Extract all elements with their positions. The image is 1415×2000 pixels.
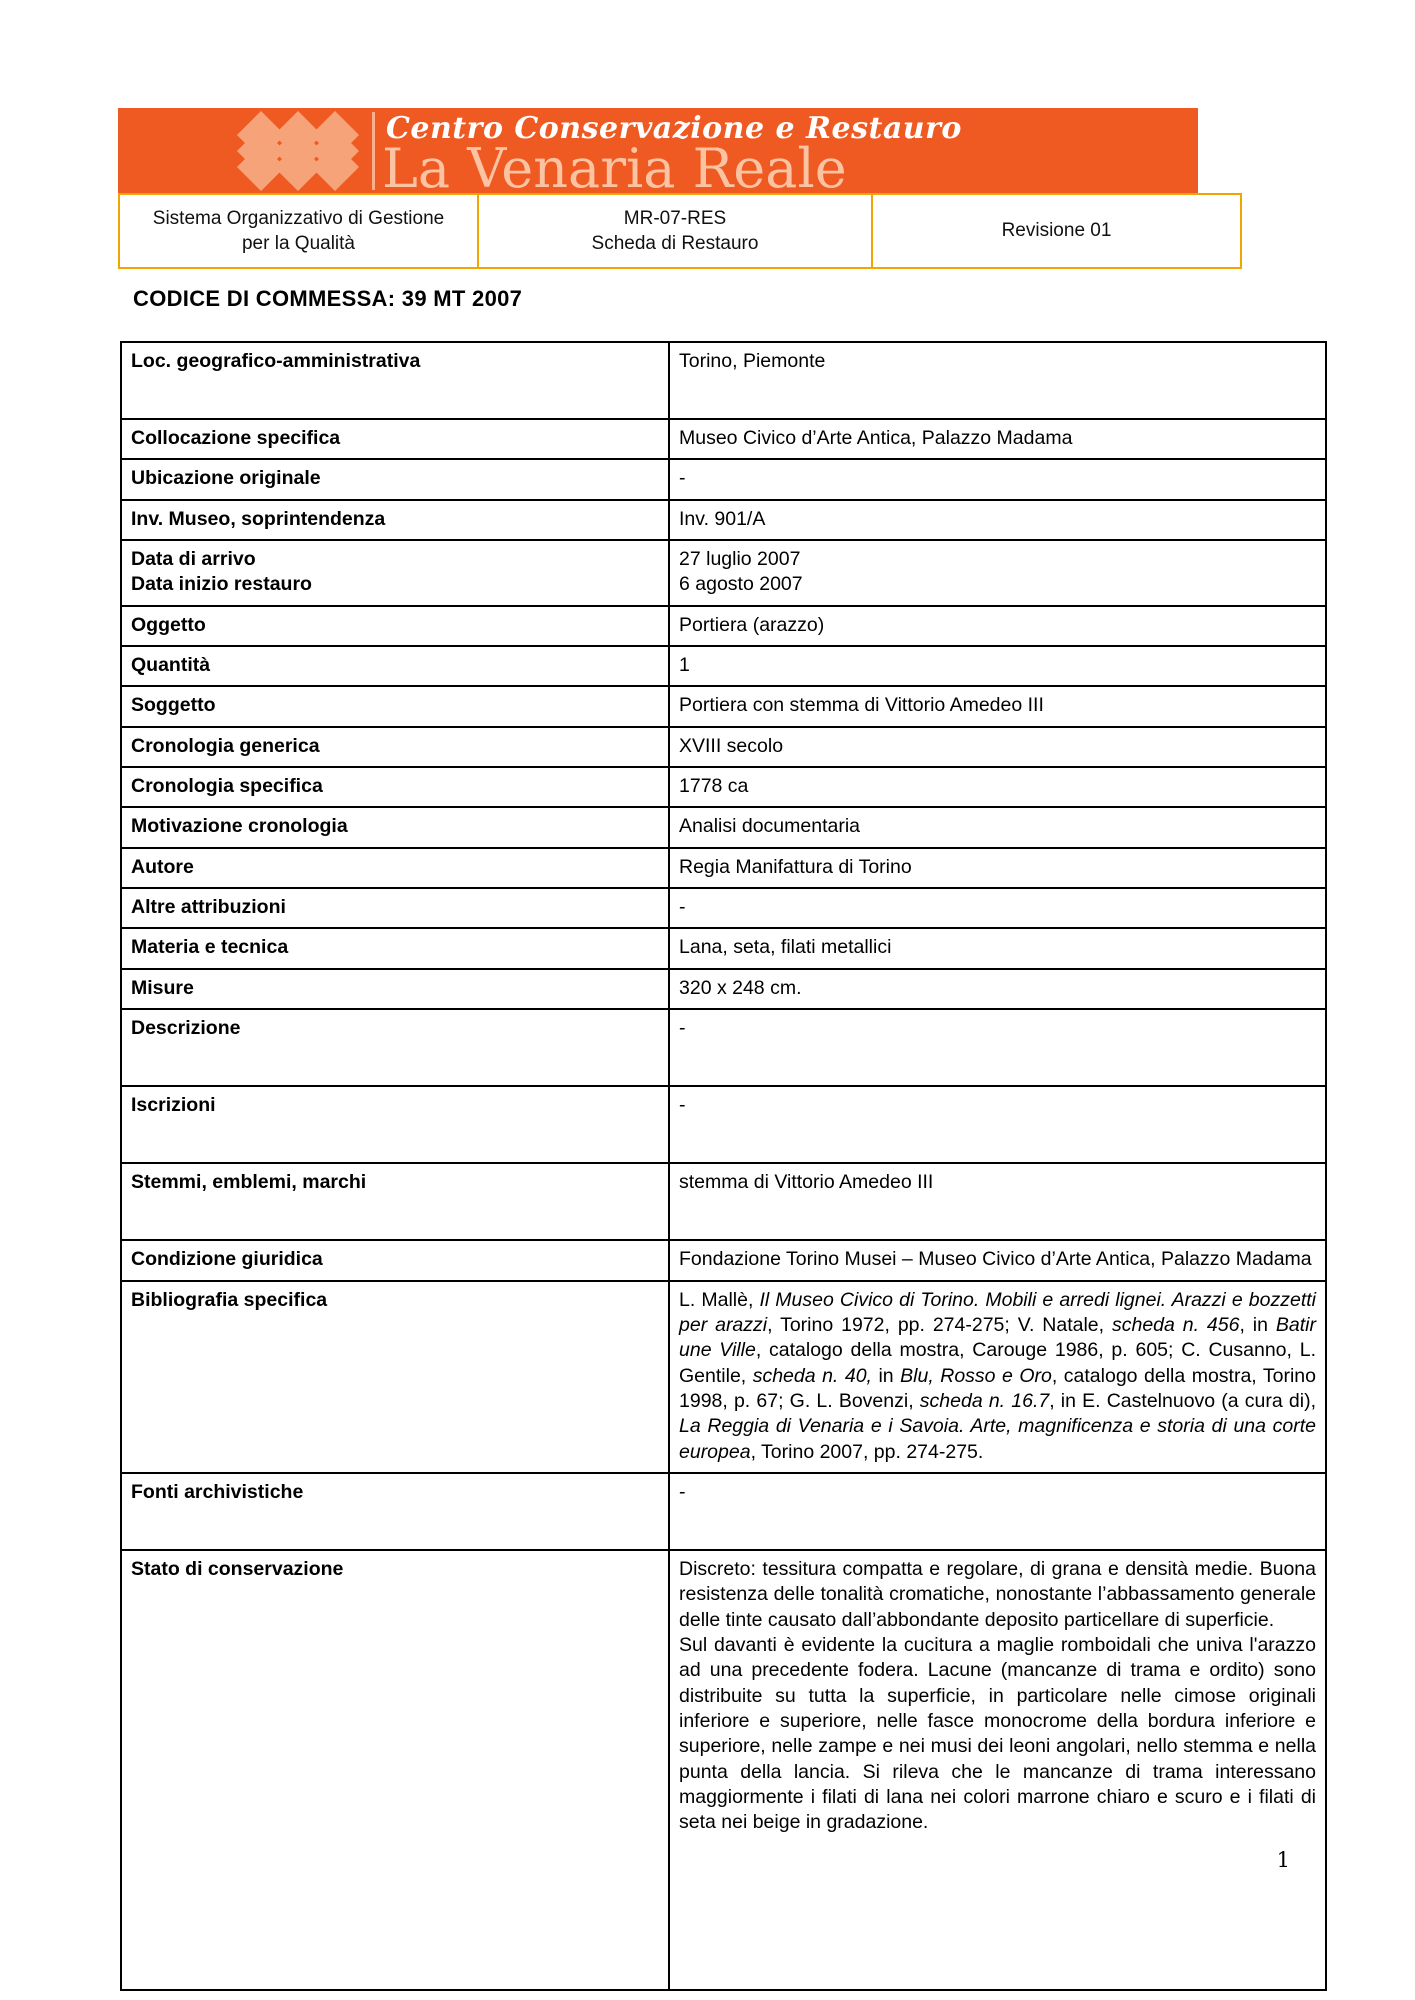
row-value-date (669, 540, 1326, 606)
row-value-quantita: 1 (669, 646, 1326, 686)
row-value-soggetto: Portiera con stemma di Vittorio Amedeo III (669, 686, 1326, 726)
row-label-data-inizio-restauro: Data inizio restauro (131, 573, 312, 596)
row-value-autore: Regia Manifattura di Torino (669, 848, 1326, 888)
header-system-line1: Sistema Organizzativo di Gestione (152, 207, 445, 229)
row-value-data-arrivo: 27 luglio 2007 (679, 548, 801, 571)
row-value-collocazione: Museo Civico d’Arte Antica, Palazzo Madama (669, 419, 1326, 459)
stato-paragraph-2: Sul davanti è evidente la cucitura a maglie romboidali che univa l'arazzo ad una precedente fodera. Lacune (mancanze di trama e ordito) sono distribuite su tutta la superficie, in particolare nelle cimose originali inferiore e superiore, nelle fasce monocrome della bordura inferiore e superiore, nelle zampe e nei musi dei leoni angolari, nello stemma e nella punta della lancia. Si rileva che le mancanze di trama interessano maggiormente i filati di lana nei colori marrone chiaro e scuro e i filati di seta nei beige in gradazione. (679, 1633, 1316, 1834)
bibliografia-text: L. Mallè, Il Museo Civico di Torino. Mobili e arredi lignei. Arazzi e bozzetti per arazzi, Torino 1972, pp. 274-275; V. Natale, scheda n. 456, in Batir une Ville, catalogo della mostra, Carouge 1986, p. 605; C. Cusanno, L. Gentile, scheda n. 40, in Blu, Rosso e Oro, catalogo della mostra, Torino 1998, p. 67; G. L. Bovenzi, scheda n. 16.7, in E. Castelnuovo (a cura di), La Reggia di Venaria e i Savoia. Arte, magnificenza e storia di una corte europea, Torino 2007, pp. 274-275. (679, 1288, 1316, 1463)
table-row (121, 540, 1326, 606)
page-number: 1 (1276, 1848, 1290, 1872)
row-label-condizione-giuridica: Condizione giuridica (121, 1240, 669, 1280)
row-value-inv-museo: Inv. 901/A (669, 500, 1326, 540)
table-row (121, 500, 1326, 540)
logo-banner (118, 108, 1198, 193)
document-header-table (118, 193, 1242, 269)
row-label-quantita: Quantità (121, 646, 669, 686)
header-code: MR-07-RES (623, 207, 727, 229)
header-revision: Revisione 01 (1001, 220, 1112, 242)
header-cell-system (119, 194, 478, 268)
row-value-bibliografia (669, 1281, 1326, 1473)
diamond-pattern-icon (238, 108, 358, 193)
table-row (121, 606, 1326, 646)
row-label-motivazione-cronologia: Motivazione cronologia (121, 807, 669, 847)
header-cell-document-code (478, 194, 872, 268)
table-row (121, 342, 1326, 419)
row-label-date (121, 540, 669, 606)
row-value-motivazione-cronologia: Analisi documentaria (669, 807, 1326, 847)
table-row (121, 419, 1326, 459)
stato-paragraph-1: Discreto: tessitura compatta e regolare, di grana e densità medie. Buona resistenza delle tonalità cromatiche, nonostante l’abbassamento generale delle tinte causato dall’abbondante deposito particellare di superficie. (679, 1557, 1316, 1631)
row-label-fonti-archivistiche: Fonti archivistiche (121, 1473, 669, 1550)
row-value-oggetto: Portiera (arazzo) (669, 606, 1326, 646)
row-value-ubicazione: - (669, 459, 1326, 499)
row-label-oggetto: Oggetto (121, 606, 669, 646)
row-label-cronologia-specifica: Cronologia specifica (121, 767, 669, 807)
table-row (121, 807, 1326, 847)
table-row (121, 1163, 1326, 1240)
header-doc-title: Scheda di Restauro (591, 233, 759, 254)
header-cell-revision (872, 194, 1241, 268)
row-value-materia-tecnica: Lana, seta, filati metallici (669, 928, 1326, 968)
row-label-inv-museo: Inv. Museo, soprintendenza (121, 500, 669, 540)
table-row (121, 1550, 1326, 1990)
row-label-misure: Misure (121, 969, 669, 1009)
row-value-iscrizioni: - (669, 1086, 1326, 1163)
row-value-loc-geografico: Torino, Piemonte (669, 342, 1326, 419)
table-row (121, 767, 1326, 807)
row-value-descrizione: - (669, 1009, 1326, 1086)
row-label-loc-geografico: Loc. geografico-amministrativa (121, 342, 669, 419)
table-row (121, 1473, 1326, 1550)
row-value-cronologia-generica: XVIII secolo (669, 727, 1326, 767)
row-label-descrizione: Descrizione (121, 1009, 669, 1086)
row-label-collocazione: Collocazione specifica (121, 419, 669, 459)
banner-divider (372, 112, 375, 190)
table-row (121, 686, 1326, 726)
row-value-stato-conservazione (669, 1550, 1326, 1990)
row-value-misure: 320 x 248 cm. (669, 969, 1326, 1009)
row-label-iscrizioni: Iscrizioni (121, 1086, 669, 1163)
table-row (121, 969, 1326, 1009)
row-value-altre-attribuzioni: - (669, 888, 1326, 928)
restoration-data-table (120, 341, 1327, 1991)
table-row (121, 928, 1326, 968)
row-label-ubicazione: Ubicazione originale (121, 459, 669, 499)
banner-text-block (382, 108, 1186, 193)
row-label-altre-attribuzioni: Altre attribuzioni (121, 888, 669, 928)
row-label-stato-conservazione: Stato di conservazione (121, 1550, 669, 1990)
row-label-materia-tecnica: Materia e tecnica (121, 928, 669, 968)
row-value-stemmi: stemma di Vittorio Amedeo III (669, 1163, 1326, 1240)
table-row (121, 646, 1326, 686)
row-value-cronologia-specifica: 1778 ca (669, 767, 1326, 807)
banner-title-secondary: La Venaria Reale (382, 137, 847, 193)
header-row (119, 194, 1241, 268)
table-row (121, 1281, 1326, 1473)
table-row (121, 727, 1326, 767)
table-row (121, 1009, 1326, 1086)
row-value-fonti-archivistiche: - (669, 1473, 1326, 1550)
page-title: CODICE DI COMMESSA: 39 MT 2007 (133, 286, 523, 311)
row-label-soggetto: Soggetto (121, 686, 669, 726)
row-value-condizione-giuridica: Fondazione Torino Musei – Museo Civico d’Arte Antica, Palazzo Madama (669, 1240, 1326, 1280)
row-label-stemmi: Stemmi, emblemi, marchi (121, 1163, 669, 1240)
table-row (121, 888, 1326, 928)
row-label-autore: Autore (121, 848, 669, 888)
table-row (121, 459, 1326, 499)
row-value-data-inizio-restauro: 6 agosto 2007 (679, 573, 803, 596)
header-system-line2: per la Qualità (241, 233, 355, 254)
row-label-data-arrivo: Data di arrivo (131, 548, 256, 571)
row-label-bibliografia: Bibliografia specifica (121, 1281, 669, 1473)
row-label-cronologia-generica: Cronologia generica (121, 727, 669, 767)
table-row (121, 1240, 1326, 1280)
table-row (121, 848, 1326, 888)
table-row (121, 1086, 1326, 1163)
banner-title-primary: Centro Conservazione e Restauro (386, 111, 962, 146)
